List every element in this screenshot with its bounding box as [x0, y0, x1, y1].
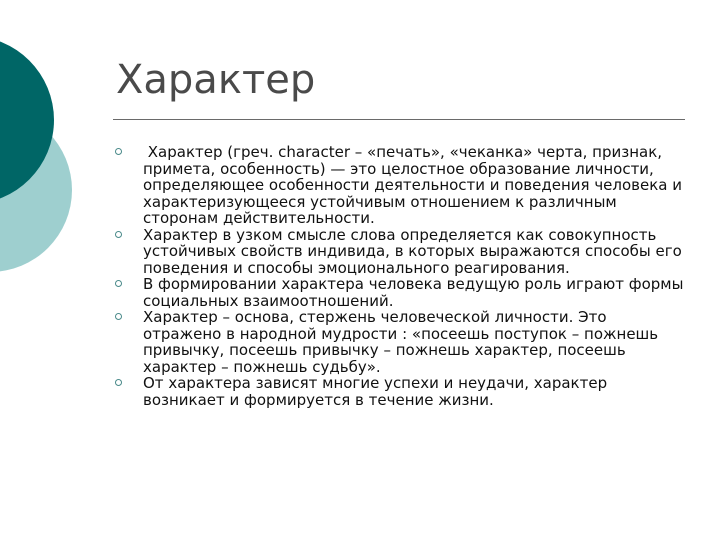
title-divider: [113, 119, 685, 120]
bullet-item-2: [115, 227, 685, 277]
hollow-circle-icon: [115, 379, 122, 386]
bullet-item-3: [115, 276, 685, 309]
bullet-text-2: Характер в узком смысле слова определяется как совокупность устойчивых свойств индивида, в которых выражаются способы его поведения и способы эмоционального реагирования.: [143, 225, 682, 277]
bullet-text-3: В формировании характера человека ведущую роль играют формы социальных взаимоотношений.: [143, 275, 684, 310]
bullet-text-1: Характер (греч. character – «печать», «чеканка» черта, признак, примета, особенность) — это целостное образование личности, определяющее особенности деятельности и поведения человека и характеризующееся устойчивым отношением к различным сторонам действительности.: [143, 143, 687, 227]
slide-title: Характер: [116, 57, 316, 103]
hollow-circle-icon: [115, 313, 122, 320]
bullet-text-4: Характер – основа, стержень человеческой личности. Это отражено в народной мудрости : «посеешь поступок – пожнешь привычку, посеешь привычку – пожнешь характер, посеешь характер – пожнешь судьбу».: [143, 308, 659, 376]
hollow-circle-icon: [115, 148, 122, 155]
bullet-text-5: От характера зависят многие успехи и неудачи, характер возникает и формируется в течение жизни.: [143, 374, 608, 409]
hollow-circle-icon: [115, 231, 122, 238]
bullet-item-5: [115, 375, 685, 408]
bullet-list: [115, 144, 685, 408]
bullet-item-1: [115, 144, 685, 227]
hollow-circle-icon: [115, 280, 122, 287]
bullet-item-4: [115, 309, 685, 375]
decorative-circles: [0, 0, 120, 300]
